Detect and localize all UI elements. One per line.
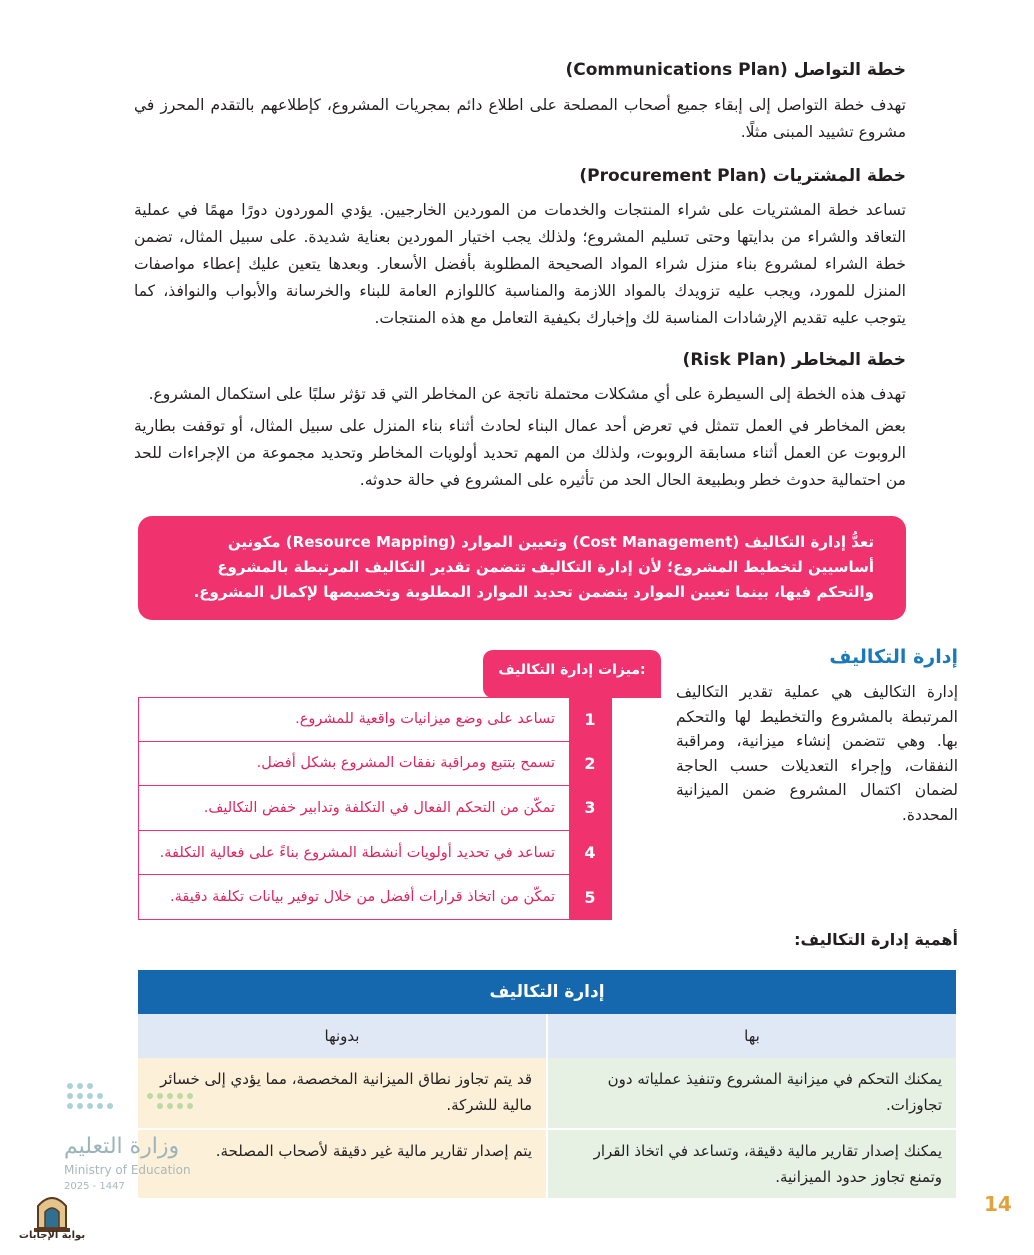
page-number: 14 bbox=[984, 1192, 1012, 1216]
cost-resource-callout bbox=[138, 516, 906, 620]
importance-title: أهمية إدارة التكاليف: bbox=[794, 930, 958, 949]
procurement-plan-body: تساعد خطة المشتريات على شراء المنتجات والخدمات من الموردين الخارجيين. يؤدي الموردون دورًا مهمًا في عملية التعاقد والشراء من بدايتها وحتى تسليم المشروع؛ ولذلك يجب اختيار الموردين بعناية شديدة. على سبيل المثال، تضمن خطة الشراء لمشروع بناء منزل شراء المواد الصحيحة المطلوبة بأفضل الأسعار. وبعدها يتعين عليك إعطاء مواصفات المنزل للمورد، ويجب عليه تزويدك بالمواد اللازمة والمناسبة كاللوازم العامة للبناء والخرسانة والأبواب والنوافذ، كما يتوجب عليه تقديم الإرشادات المناسبة لك وإخبارك بكيفية التعامل مع هذه المنتجات. bbox=[134, 201, 906, 327]
communications-plan-body: تهدف خطة التواصل إلى إبقاء جميع أصحاب المصلحة على اطلاع دائم بمجريات المشروع، كإطلاعهم بالتقدم المحرز في مشروع تشييد المبنى مثلًا. bbox=[134, 96, 906, 141]
feature-number: 2 bbox=[569, 742, 611, 786]
feature-row bbox=[138, 697, 612, 742]
feature-text: تساعد على وضع ميزانيات واقعية للمشروع. bbox=[295, 711, 555, 728]
ministry-name-arabic: وزارة التعليم bbox=[64, 1134, 180, 1159]
risk-plan-body-2: بعض المخاطر في العمل تتمثل في تعرض أحد عمال البناء لحادث أثناء بناء المنزل على سبيل المثال، أو توقفت بطارية الروبوت عن العمل أثناء مسابقة الروبوت، ولذلك من المهم تحديد أولويات المخاطر وتحديد مجموعة من الإجراءات للحد من احتمالية حدوث خطر وبطبيعة الحال الحد من تأثيره على المشروع في حالة حدوثه. bbox=[134, 417, 906, 489]
communications-plan-title: خطة التواصل (Communications Plan) bbox=[565, 60, 906, 80]
feature-number: 5 bbox=[569, 875, 611, 919]
feature-row bbox=[138, 875, 612, 920]
ministry-year: 2025 - 1447 bbox=[64, 1181, 125, 1192]
answers-portal-label: بوابة الإجابات bbox=[18, 1230, 86, 1241]
table-row bbox=[138, 1128, 956, 1198]
without-cell: يتم إصدار تقارير مالية غير دقيقة لأصحاب المصلحة. bbox=[138, 1128, 546, 1198]
importance-table-header bbox=[138, 1014, 956, 1058]
feature-row bbox=[138, 786, 612, 831]
importance-table bbox=[138, 970, 956, 1198]
with-cell: يمكنك إصدار تقارير مالية دقيقة، وتساعد في اتخاذ القرار وتمنع تجاوز حدود الميزانية. bbox=[546, 1128, 956, 1198]
procurement-plan-title: خطة المشتريات (Procurement Plan) bbox=[579, 166, 906, 186]
feature-text: تساعد في تحديد أولويات أنشطة المشروع بناءً على فعالية التكلفة. bbox=[159, 844, 555, 861]
risk-plan-body-1: تهدف هذه الخطة إلى السيطرة على أي مشكلات محتملة ناتجة عن المخاطر التي قد تؤثر سلبًا على استكمال المشروع. bbox=[148, 385, 906, 403]
callout-text: تعدُّ إدارة التكاليف (Cost Management) وتعيين الموارد (Resource Mapping) مكونين أساسيين لتخطيط المشروع؛ لأن إدارة التكاليف تتضمن تقدير التكاليف المرتبطة بالمشروع والتحكم فيها، بينما تعيين الموارد يتضمن تحديد الموارد المطلوبة وتخصيصها لإكمال المشروع. bbox=[193, 533, 874, 601]
cost-management-body: إدارة التكاليف هي عملية تقدير التكاليف المرتبطة بالمشروع والتخطيط لها والتحكم بها. وهي تتضمن إنشاء ميزانية، ومراقبة النفقات، وإجراء التعديلات حسب الحاجة لضمان اكتمال المشروع ضمن الميزانية المحددة. bbox=[676, 683, 958, 824]
features-tab bbox=[483, 650, 661, 698]
risk-plan-title: خطة المخاطر (Risk Plan) bbox=[682, 350, 906, 370]
without-cell: قد يتم تجاوز نطاق الميزانية المخصصة، مما يؤدي إلى خسائر مالية للشركة. bbox=[138, 1058, 546, 1128]
importance-table-title: إدارة التكاليف bbox=[138, 970, 956, 1014]
feature-text: تمكّن من التحكم الفعال في التكلفة وتدابير خفض التكاليف. bbox=[203, 799, 555, 816]
feature-number: 1 bbox=[569, 698, 611, 741]
features-title: ميزات إدارة التكاليف: bbox=[498, 662, 646, 678]
feature-number: 4 bbox=[569, 831, 611, 875]
features-list bbox=[138, 697, 612, 920]
column-with-header: بها bbox=[546, 1014, 956, 1058]
table-row bbox=[138, 1058, 956, 1128]
column-without-header: بدونها bbox=[324, 1027, 360, 1045]
feature-text: تسمح بتتبع ومراقبة نفقات المشروع بشكل أفضل. bbox=[256, 755, 555, 772]
feature-number: 3 bbox=[569, 786, 611, 830]
feature-row bbox=[138, 742, 612, 787]
feature-text: تمكّن من اتخاذ قرارات أفضل من خلال توفير بيانات تكلفة دقيقة. bbox=[170, 889, 555, 906]
with-cell: يمكنك التحكم في ميزانية المشروع وتنفيذ عملياته دون تجاوزات. bbox=[546, 1058, 956, 1128]
feature-row bbox=[138, 831, 612, 876]
cost-management-title: إدارة التكاليف bbox=[829, 646, 958, 668]
ministry-name-english: Ministry of Education bbox=[64, 1163, 191, 1177]
